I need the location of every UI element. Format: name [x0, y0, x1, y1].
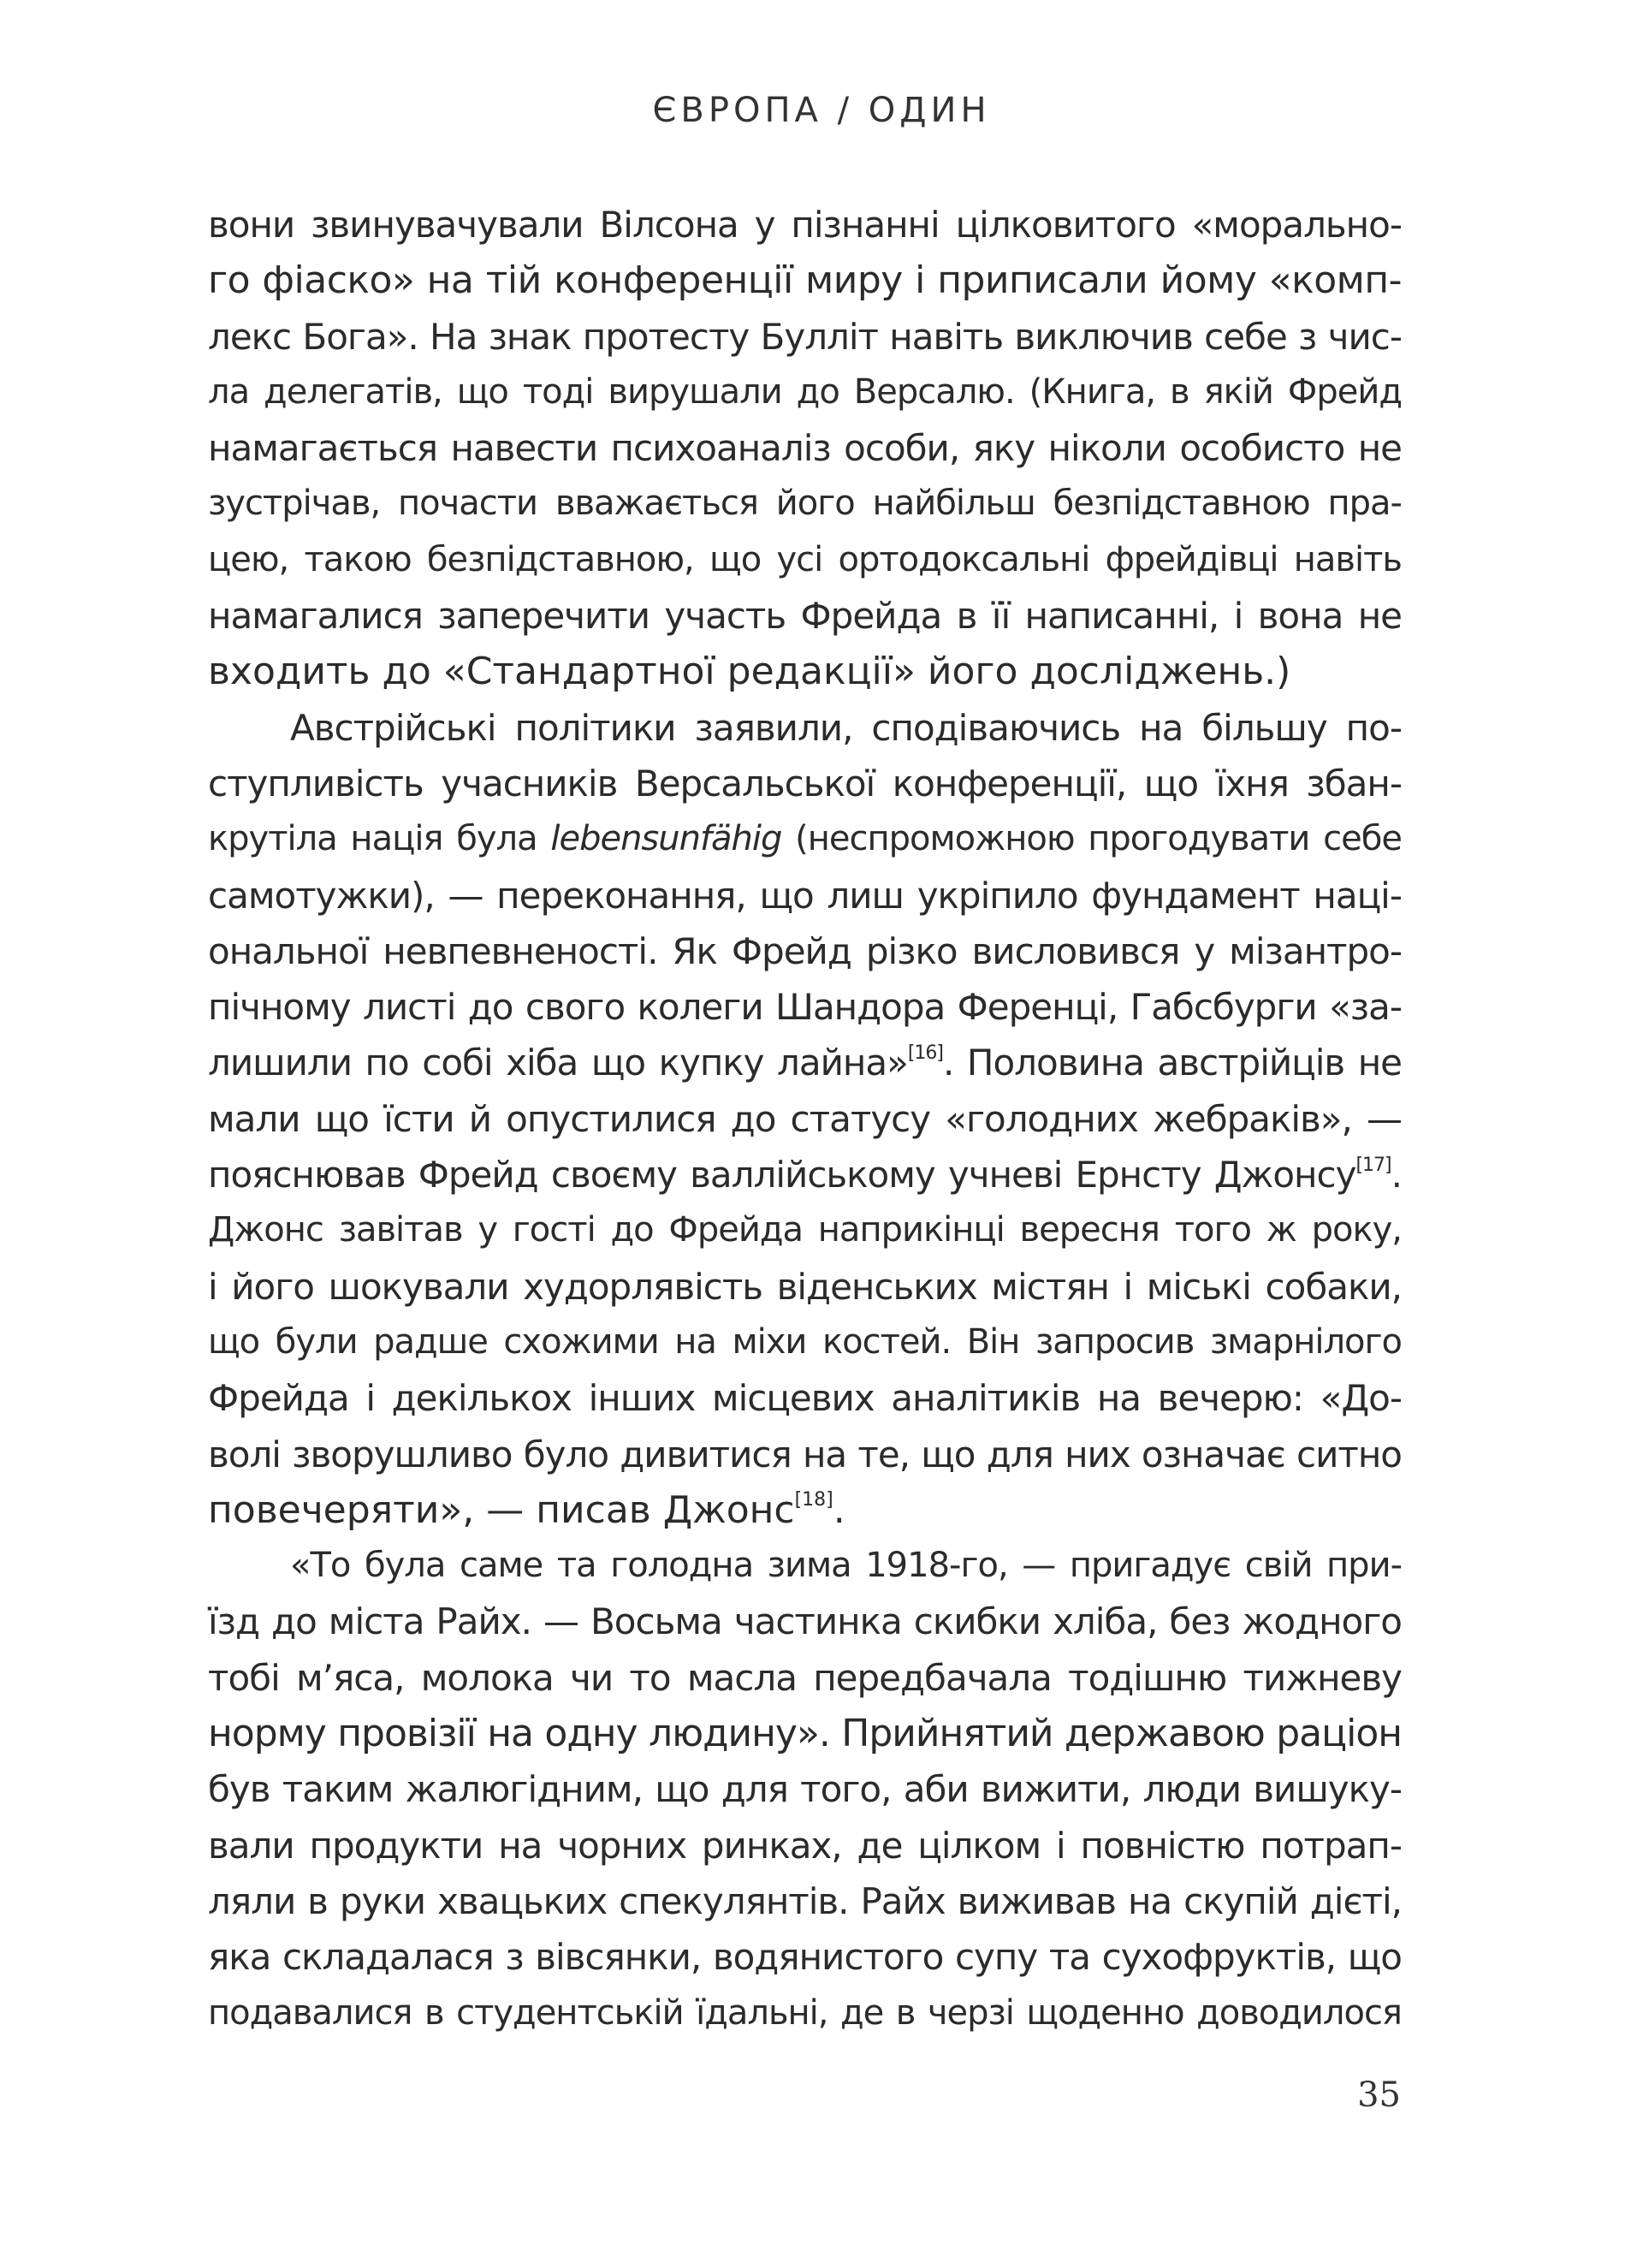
text-line: їзд до міста Райх. — Восьма частинка скибки хліба, без жодного	[208, 1600, 1402, 1643]
text-line: мали що їсти й опустилися до статусу «голодних жебраків», —	[208, 1097, 1402, 1140]
text-line: Австрійські політики заявили, сподіваючись на більшу по-	[290, 706, 1402, 749]
text-line	[208, 1147, 1402, 1202]
running-header: ЄВРОПА / ОДИН	[652, 91, 991, 130]
text-line: ступливість учасників Версальської конференції, що їхня збан-	[208, 762, 1402, 804]
text-line: намагалися заперечити участь Фрейда в її написанні, і вона не	[208, 595, 1402, 638]
text-line: вали продукти на чорних ринках, де цілком і повністю потрап-	[208, 1824, 1402, 1867]
text-line: лекс Бога». На знак протесту Булліт навіть виключив себе з чис-	[208, 315, 1402, 358]
text-line: входить до «Стандартної редакції» його досліджень.)	[208, 650, 1291, 694]
paragraph-3	[208, 1538, 1402, 2041]
text-line: вони звинувачували Вілсона у пізнанні цілковитого «морально-	[208, 204, 1402, 246]
text-line: намагається навести психоаналіз особи, яку ніколи особисто не	[208, 427, 1402, 470]
text-line: Фрейда і декількох інших місцевих аналітиків на вечерю: «До-	[208, 1377, 1402, 1420]
text-line	[208, 811, 1402, 867]
text-line: зустрічав, почасти вважається його найбільш безпідставною пра-	[208, 484, 1402, 524]
text-segment: повечеряти», — писав Джонс	[208, 1487, 795, 1532]
text-line: го фіаско» на тій конференції миру і приписали йому «комп-	[208, 258, 1402, 303]
text-line: волі зворушливо було дивитися на те, що для них означає ситно	[208, 1433, 1402, 1475]
paragraph-2	[208, 700, 1402, 1538]
text-line: цею, такою безпідставною, що усі ортодоксальні фрейдівці навіть	[208, 539, 1402, 579]
text-line: подавалися в студентській їдальні, де в черзі щоденно доводилося	[208, 1992, 1402, 2033]
text-segment: пояснював Фрейд своєму валлійському учневі Ернсту Джонсу	[208, 1154, 1356, 1196]
text-segment: крутіла нація була	[208, 819, 551, 859]
text-segment: . Половина австрійців не	[943, 1042, 1402, 1084]
text-line: Джонс завітав у гості до Фрейда наприкінці вересня того ж року,	[208, 1210, 1402, 1250]
text-line: ла делегатів, що тоді вирушали до Версалю. (Книга, в якій Фрейд	[208, 371, 1402, 412]
text-line: був таким жалюгідним, що для того, аби вижити, люди вишуку-	[208, 1768, 1402, 1811]
text-line: норму провізії на одну людину». Прийнятий державою раціон	[208, 1712, 1402, 1756]
text-line: і його шокували худорлявість віденських містян і міські собаки,	[208, 1265, 1402, 1308]
text-line: пічному листі до свого колеги Шандора Ференці, Габсбурги «за-	[208, 986, 1402, 1029]
paragraph-1	[208, 197, 1402, 700]
text-line: що були радше схожими на міхи костей. Він запросив змарнілого	[208, 1321, 1402, 1362]
page-number: 35	[1357, 2075, 1401, 2115]
body-text	[208, 197, 1402, 2041]
text-line	[208, 1035, 1402, 1090]
footnote-ref-18[interactable]: [18]	[794, 1489, 833, 1511]
footnote-ref-17[interactable]: [17]	[1355, 1155, 1391, 1177]
text-line: яка складалася з вівсянки, водянистого супу та сухофруктів, що	[208, 1936, 1402, 1979]
footnote-ref-16[interactable]: [16]	[907, 1042, 943, 1065]
text-segment: .	[1391, 1154, 1402, 1196]
text-line: тобі м’яса, молока чи то масла передбачала тодішню тижневу	[208, 1656, 1402, 1699]
foreign-term: lebensunfähig	[550, 819, 782, 859]
text-segment: (неспроможною прогодувати себе	[781, 819, 1403, 859]
text-line: ональної невпевненості. Як Фрейд різко висловився у мізантро-	[208, 929, 1402, 972]
text-line	[208, 1482, 1402, 1538]
text-line: ляли в руки хвацьких спекулянтів. Райх виживав на скупій дієті,	[208, 1879, 1402, 1922]
text-line: «То була саме та голодна зима 1918-го, — пригадує свій при-	[290, 1546, 1402, 1586]
text-line: самотужки), — переконання, що лиш укріпило фундамент наці-	[208, 874, 1402, 917]
text-segment: .	[833, 1487, 845, 1532]
text-segment: лишили по собі хіба що купку лайна»	[208, 1042, 908, 1084]
